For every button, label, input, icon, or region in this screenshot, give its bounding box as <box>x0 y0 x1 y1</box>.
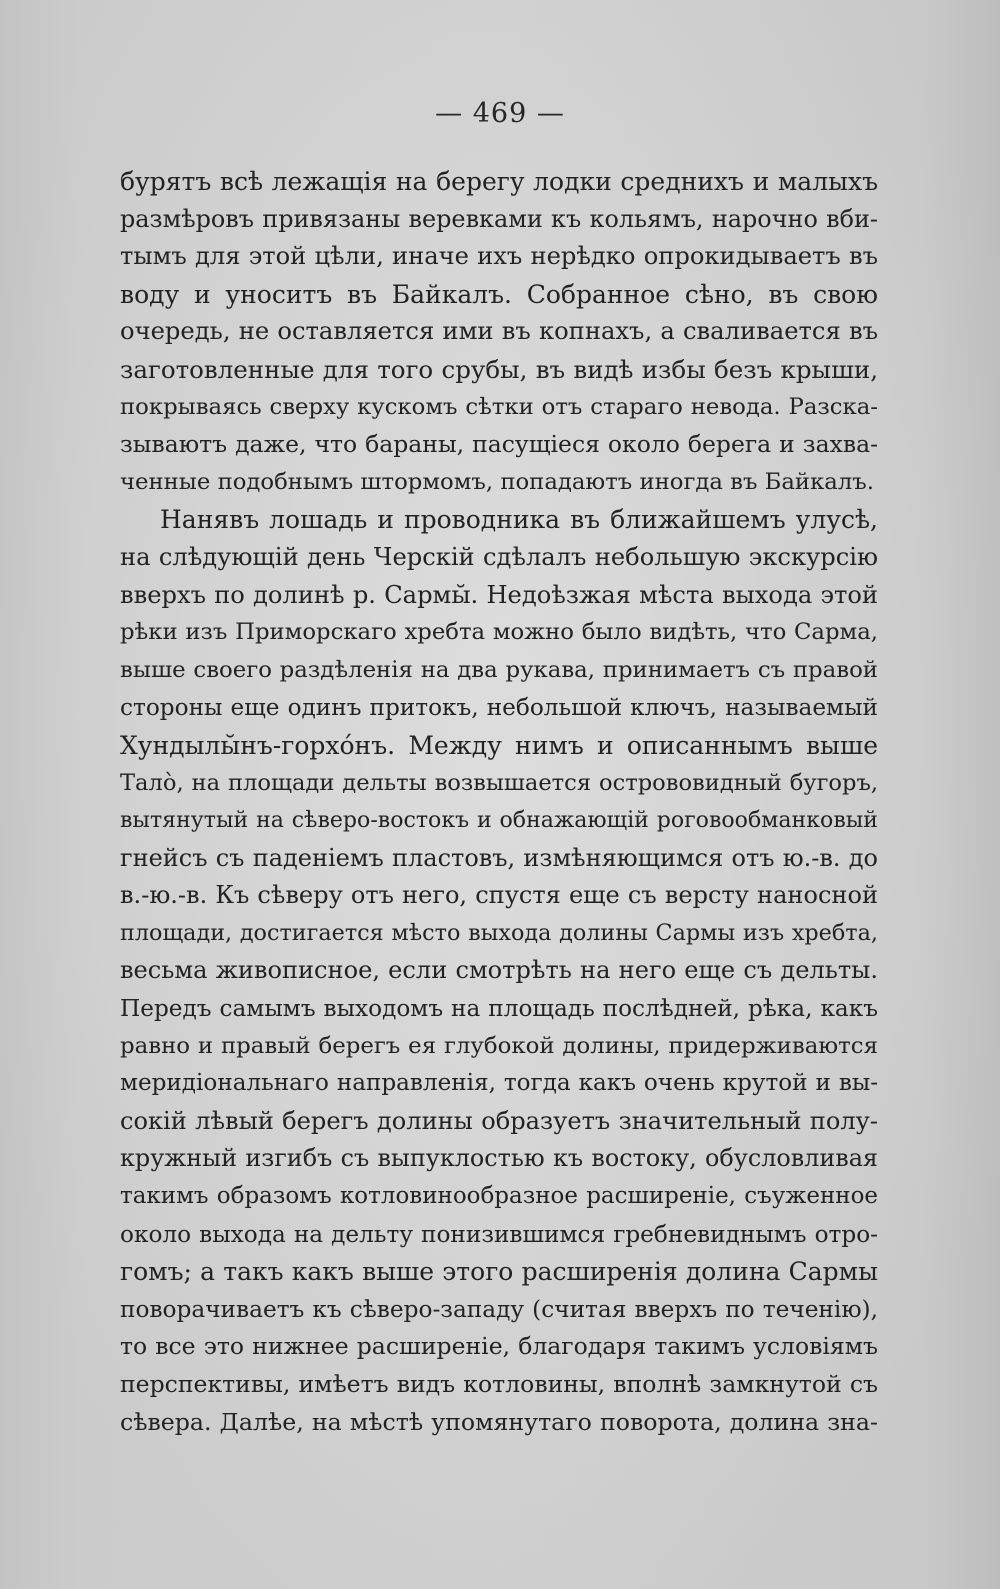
text-line: заготовленные для того срубы, въ видѣ избы безъ крыши, <box>120 354 878 384</box>
text-line: Хундылы̆нъ-горхо́нъ. Между нимъ и описаннымъ выше <box>120 730 878 760</box>
text-line: кружный изгибъ съ выпуклостью къ востоку, обусловливая <box>120 1144 878 1173</box>
text-line: меридіональнаго направленія, тогда какъ очень крутой и вы- <box>120 1070 878 1097</box>
text-line: зываютъ даже, что бараны, пасущіеся около берега и захва- <box>120 430 878 459</box>
body-text <box>120 163 878 1441</box>
paragraph-end-line: ченные подобнымъ штормомъ, попадаютъ иногда въ Байкалъ. <box>120 468 874 495</box>
text-line: воду и уноситъ въ Байкалъ. Собранное сѣно, въ свою <box>120 279 878 309</box>
text-line: Тало̀, на площади дельты возвышается острововидный бугоръ, <box>120 769 878 796</box>
text-line: бурятъ всѣ лежащія на берегу лодки среднихъ и малыхъ <box>120 167 878 196</box>
text-line: рѣки изъ Приморскаго хребта можно было видѣть, что Сарма, <box>120 619 878 646</box>
paragraph-start-line: Нанявъ лошадь и проводника въ ближайшемъ улусѣ, <box>160 505 878 535</box>
text-line: Передъ самымъ выходомъ на площадь послѣдней, рѣка, какъ <box>120 995 878 1023</box>
text-line: сокій лѣвый берегъ долины образуетъ значительный полу- <box>120 1106 878 1135</box>
text-line: сѣвера. Далѣе, на мѣстѣ упомянутаго поворота, долина зна- <box>120 1407 878 1436</box>
text-line: гомъ; а такъ какъ выше этого расширенія долина Сармы <box>120 1257 878 1287</box>
text-line: размѣровъ привязаны веревками къ кольямъ, нарочно вби- <box>120 204 878 233</box>
text-line: стороны еще одинъ притокъ, небольшой ключъ, называемый <box>120 694 878 722</box>
text-line: весьма живописное, если смотрѣть на него еще съ дельты. <box>120 956 878 985</box>
text-line: поворачиваетъ къ сѣверо-западу (считая вверхъ по теченію), <box>120 1295 878 1323</box>
text-line: вытянутый на сѣверо-востокъ и обнажающій роговообманковый <box>120 808 878 834</box>
page-number: — 469 — <box>435 98 565 129</box>
text-line: около выхода на дельту понизившимся гребневиднымъ отро- <box>120 1220 878 1248</box>
text-line: выше своего раздѣленія на два рукава, принимаетъ съ правой <box>120 656 878 683</box>
text-line: в.-ю.-в. Къ сѣверу отъ него, спустя еще съ версту наносной <box>120 881 878 910</box>
text-line: площади, достигается мѣсто выхода долины Сармы изъ хребта, <box>120 919 878 946</box>
text-line: то все это нижнее расширеніе, благодаря такимъ условіямъ <box>120 1332 878 1361</box>
text-line: равно и правый берегъ ея глубокой долины, придерживаются <box>120 1032 878 1059</box>
text-line: такимъ образомъ котловинообразное расширеніе, съуженное <box>120 1183 878 1210</box>
text-line: покрываясь сверху кускомъ сѣтки отъ стараго невода. Разска- <box>120 393 878 420</box>
text-line: тымъ для этой цѣли, иначе ихъ нерѣдко опрокидываетъ въ <box>120 242 878 271</box>
text-line: перспективы, имѣетъ видъ котловины, вполнѣ замкнутой съ <box>120 1370 878 1398</box>
text-line: гнейсъ съ паденіемъ пластовъ, измѣняющимся отъ ю.-в. до <box>120 843 878 872</box>
text-line: очередь, не оставляется ими въ копнахъ, а сваливается въ <box>120 317 878 346</box>
text-line: вверхъ по долинѣ р. Сармы̆. Недоѣзжая мѣста выхода этой <box>120 580 878 609</box>
text-line: на слѣдующій день Черскій сдѣлалъ небольшую экскурсію <box>120 542 878 571</box>
